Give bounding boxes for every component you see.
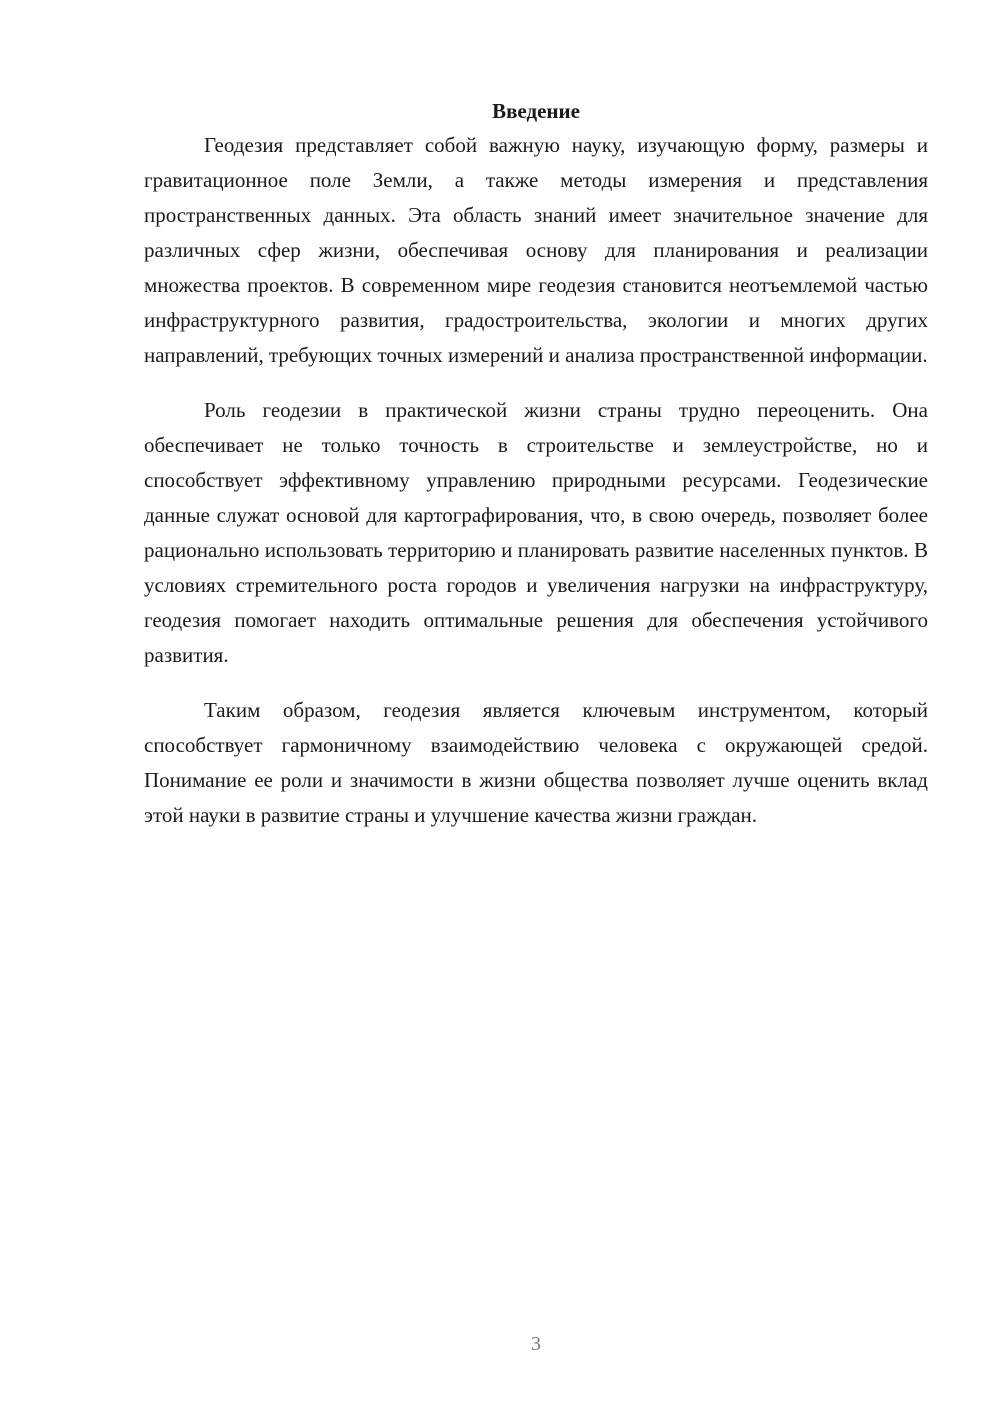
paragraph-1: Геодезия представляет собой важную науку, изучающую форму, размеры и гравитационное поле Земли, а также методы измерения и представления пространственных данных. Эта область знаний имеет значительное значение для различных сфер жизни, обеспечивая основу для планирования и реализации множества проектов. В современном мире геодезия становится неотъемлемой частью инфраструктурного развития, градостроительства, экологии и многих других направлений, требующих точных измерений и анализа пространственной информации. xyxy=(144,133,928,367)
paragraph-2: Роль геодезии в практической жизни страны трудно переоценить. Она обеспечивает не только точность в строительстве и землеустройстве, но и способствует эффективному управлению природными ресурсами. Геодезические данные служат основой для картографирования, что, в свою очередь, позволяет более рационально использовать территорию и планировать развитие населенных пунктов. В условиях стремительного роста городов и увеличения нагрузки на инфраструктуру, геодезия помогает находить оптимальные решения для обеспечения устойчивого развития. xyxy=(144,398,928,667)
section-heading: Введение xyxy=(492,99,580,123)
paragraph-3: Таким образом, геодезия является ключевым инструментом, который способствует гармоничному взаимодействию человека с окружающей средой. Понимание ее роли и значимости в жизни общества позволяет лучше оценить вклад этой науки в развитие страны и улучшение качества жизни граждан. xyxy=(144,698,928,827)
page-number: 3 xyxy=(531,1333,541,1355)
page-content xyxy=(144,96,928,853)
